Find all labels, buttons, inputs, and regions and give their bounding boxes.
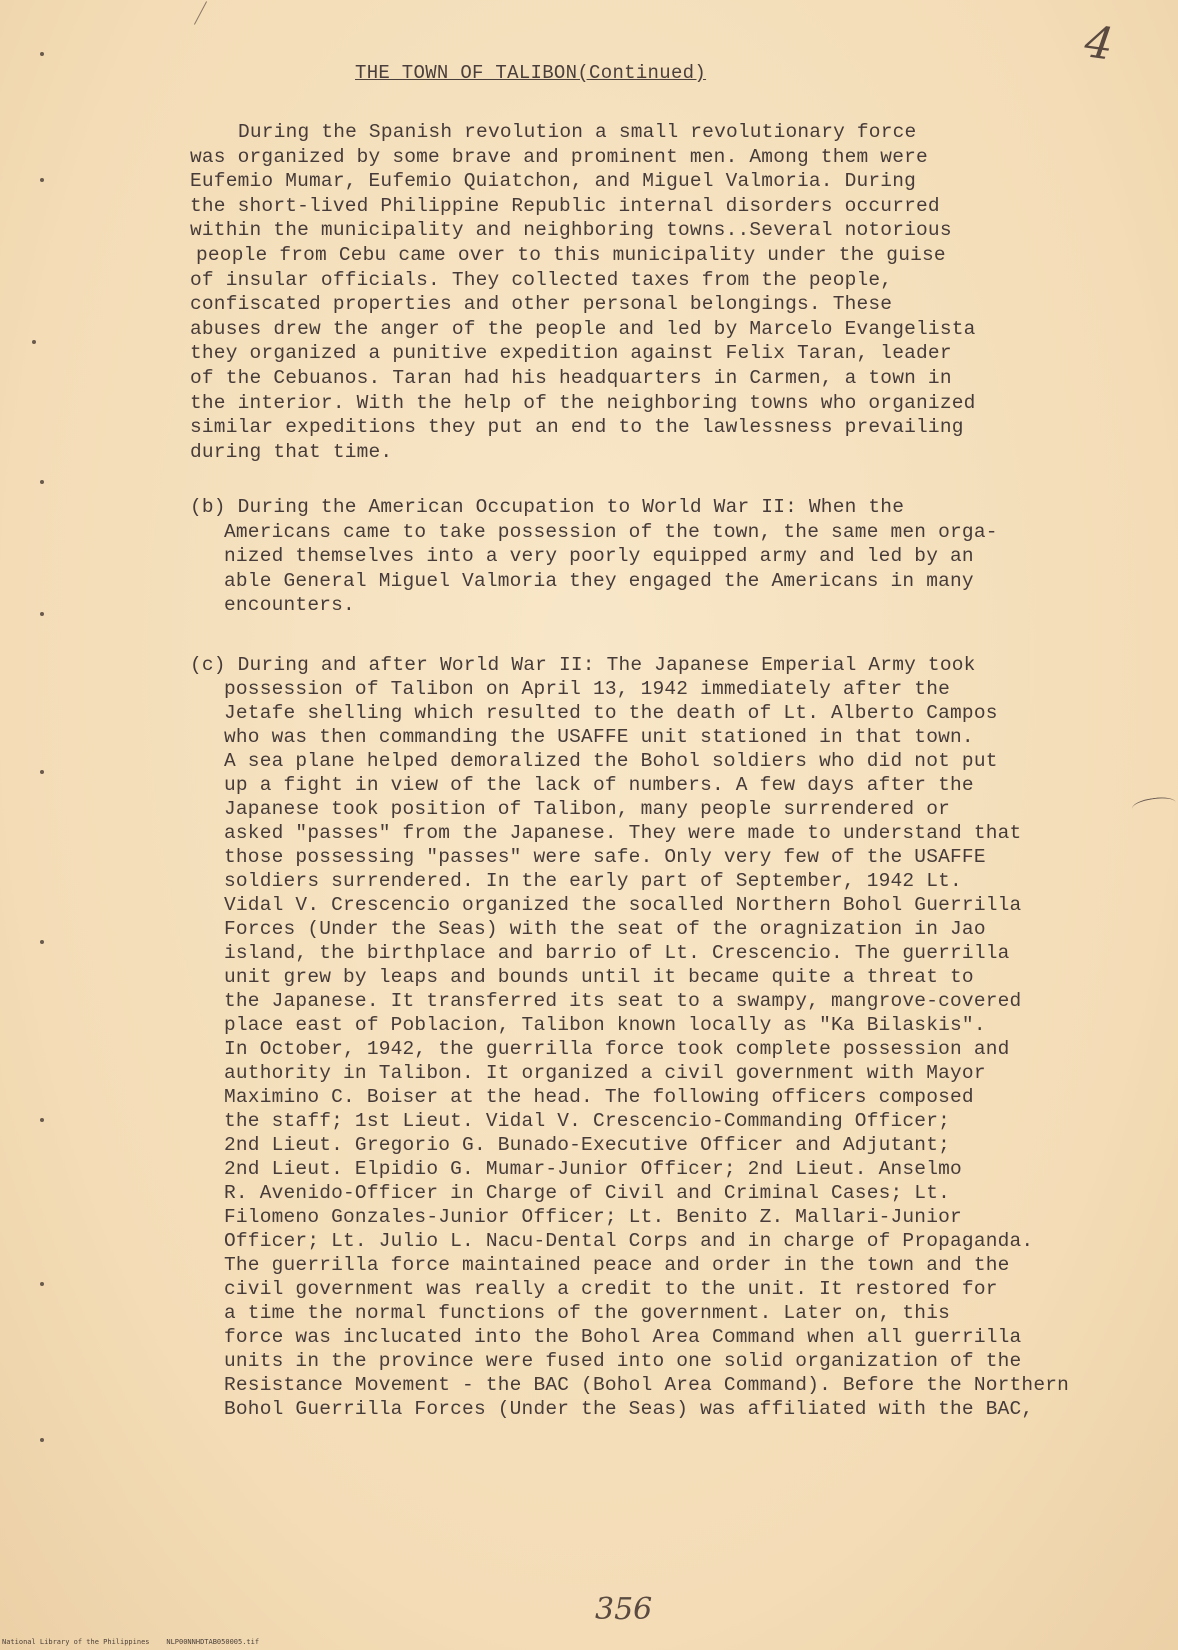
text-line: up a fight in view of the lack of numbers. A few days after the	[224, 774, 974, 796]
text-line: Maximino C. Boiser at the head. The following officers composed	[224, 1086, 974, 1108]
corner-page-number: 4	[1081, 16, 1117, 71]
text-line: unit grew by leaps and bounds until it became quite a threat to	[224, 966, 974, 988]
text-line: A sea plane helped demoralized the Bohol soldiers who did not put	[224, 750, 998, 772]
text-line: Resistance Movement - the BAC (Bohol Area Command). Before the Northern	[224, 1374, 1070, 1396]
margin-dot	[40, 480, 44, 484]
margin-dot	[40, 770, 44, 774]
text-line: those possessing "passes" were safe. Only very few of the USAFFE	[224, 846, 986, 868]
text-line: force was inclucated into the Bohol Area Command when all guerrilla	[224, 1326, 1022, 1348]
text-line: 2nd Lieut. Elpidio G. Mumar-Junior Officer; 2nd Lieut. Anselmo	[224, 1158, 962, 1180]
text-line: Bohol Guerrilla Forces (Under the Seas) was affiliated with the BAC,	[224, 1398, 1034, 1420]
text-line: similar expeditions they put an end to the lawlessness prevailing	[190, 416, 964, 439]
text-line: nized themselves into a very poorly equipped army and led by an	[224, 545, 974, 568]
margin-pencil-mark	[1131, 795, 1177, 816]
text-line: during that time.	[190, 440, 393, 463]
text-line: asked "passes" from the Japanese. They were made to understand that	[224, 822, 1022, 844]
text-line: Jetafe shelling which resulted to the death of Lt. Alberto Campos	[224, 702, 998, 724]
text-line: civil government was really a credit to the unit. It restored for	[224, 1278, 998, 1300]
text-line: place east of Poblacion, Talibon known locally as "Ka Bilaskis".	[224, 1014, 986, 1036]
handwritten-page-number: 356	[595, 1592, 653, 1627]
margin-dot	[40, 1282, 44, 1286]
margin-dot	[40, 612, 44, 616]
text-line: within the municipality and neighboring towns..Several notorious	[190, 219, 952, 242]
text-line: Eufemio Mumar, Eufemio Quiatchon, and Miguel Valmoria. During	[190, 170, 917, 193]
text-line: possession of Talibon on April 13, 1942 immediately after the	[224, 678, 951, 700]
margin-dot	[40, 178, 44, 182]
text-line: units in the province were fused into one solid organization of the	[224, 1350, 1022, 1372]
text-line: who was then commanding the USAFFE unit stationed in that town.	[224, 726, 974, 748]
text-line: the Japanese. It transferred its seat to a swampy, mangrove-covered	[224, 990, 1022, 1012]
margin-dot	[40, 1118, 44, 1122]
text-line: Forces (Under the Seas) with the seat of the oragnization in Jao	[224, 918, 986, 940]
text-line: The guerrilla force maintained peace and order in the town and the	[224, 1254, 1010, 1276]
page-title: THE TOWN OF TALIBON(Continued)	[355, 62, 707, 84]
margin-dot	[40, 940, 44, 944]
text-line: people from Cebu came over to this municipality under the guise	[196, 244, 946, 266]
archive-footer: National Library of the Philippines NLP00NNHDTAB050005.tif	[2, 1638, 260, 1646]
text-line: of the Cebuanos. Taran had his headquarters in Carmen, a town in	[190, 367, 952, 389]
text-line: 2nd Lieut. Gregorio G. Bunado-Executive Officer and Adjutant;	[224, 1134, 951, 1156]
text-line: In October, 1942, the guerrilla force took complete possession and	[224, 1038, 1010, 1060]
text-line: Americans came to take possession of the town, the same men orga-	[224, 520, 998, 543]
text-line: of insular officials. They collected taxes from the people,	[190, 268, 893, 291]
text-line: Japanese took position of Talibon, many people surrendered or	[224, 798, 951, 820]
text-line: able General Miguel Valmoria they engaged the Americans in many	[224, 569, 974, 592]
text-line: was organized by some brave and prominent men. Among them were	[190, 145, 928, 168]
text-line: the short-lived Philippine Republic internal disorders occurred	[190, 194, 940, 217]
text-line: soldiers surrendered. In the early part of September, 1942 Lt.	[224, 870, 962, 892]
text-line: During the Spanish revolution a small revolutionary force	[238, 121, 917, 143]
text-line: the staff; 1st Lieut. Vidal V. Crescencio-Commanding Officer;	[224, 1110, 951, 1132]
text-line: a time the normal functions of the government. Later on, this	[224, 1302, 951, 1324]
text-line: (b) During the American Occupation to World War II: When the	[190, 496, 905, 518]
text-line: Filomeno Gonzales-Junior Officer; Lt. Benito Z. Mallari-Junior	[224, 1206, 962, 1228]
margin-dot	[32, 340, 36, 344]
text-line: R. Avenido-Officer in Charge of Civil and Criminal Cases; Lt.	[224, 1182, 951, 1204]
text-line: confiscated properties and other personal belongings. These	[190, 293, 893, 316]
pencil-mark	[194, 1, 207, 24]
text-line: encounters.	[224, 594, 355, 617]
text-line: island, the birthplace and barrio of Lt. Crescencio. The guerrilla	[224, 942, 1010, 964]
text-line: (c) During and after World War II: The Japanese Emperial Army took	[190, 654, 976, 676]
text-line: abuses drew the anger of the people and led by Marcelo Evangelista	[190, 317, 976, 340]
text-line: authority in Talibon. It organized a civil government with Mayor	[224, 1062, 986, 1084]
text-line: Officer; Lt. Julio L. Nacu-Dental Corps and in charge of Propaganda.	[224, 1230, 1034, 1252]
margin-dot	[40, 1438, 44, 1442]
text-line: they organized a punitive expedition against Felix Taran, leader	[190, 342, 952, 365]
text-line: Vidal V. Crescencio organized the socalled Northern Bohol Guerrilla	[224, 894, 1022, 916]
text-line: the interior. With the help of the neighboring towns who organized	[190, 391, 976, 414]
margin-dot	[40, 52, 44, 56]
